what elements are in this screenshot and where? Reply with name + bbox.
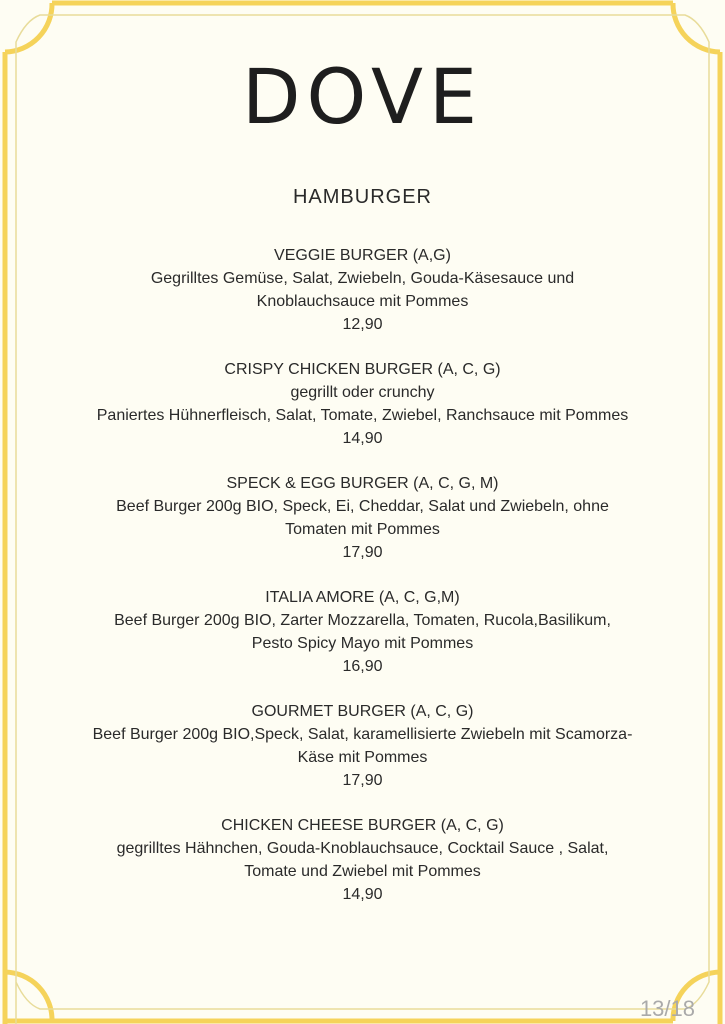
menu-item	[0, 472, 725, 564]
item-description: Tomate und Zwiebel mit Pommes	[244, 863, 481, 880]
item-name: CHICKEN CHEESE BURGER (A, C, G)	[221, 817, 504, 834]
item-description: Gegrilltes Gemüse, Salat, Zwiebeln, Gouda-Käsesauce und	[150, 270, 575, 287]
restaurant-logo: DOVE	[241, 52, 483, 141]
item-description: Knoblauchsauce mit Pommes	[256, 293, 469, 310]
item-description: Pesto Spicy Mayo mit Pommes	[251, 635, 474, 652]
item-price: 14,90	[342, 430, 383, 447]
page-number: 13/18	[639, 996, 695, 1021]
item-name: CRISPY CHICKEN BURGER (A, C, G)	[224, 361, 501, 378]
item-description: gegrillt oder crunchy	[290, 384, 435, 401]
item-description: Käse mit Pommes	[297, 749, 428, 766]
item-name: GOURMET BURGER (A, C, G)	[251, 703, 474, 720]
item-description: Tomaten mit Pommes	[285, 521, 440, 538]
item-name: VEGGIE BURGER (A,G)	[274, 247, 451, 264]
menu-item	[0, 814, 725, 906]
menu-item	[0, 358, 725, 450]
item-price: 16,90	[342, 658, 383, 675]
item-price: 17,90	[342, 544, 383, 561]
item-description: Paniertes Hühnerfleisch, Salat, Tomate, Zwiebel, Ranchsauce mit Pommes	[96, 407, 629, 424]
item-description: gegrilltes Hähnchen, Gouda-Knoblauchsauce, Cocktail Sauce , Salat,	[116, 840, 609, 857]
item-name: SPECK & EGG BURGER (A, C, G, M)	[226, 475, 499, 492]
item-price: 17,90	[342, 772, 383, 789]
item-description: Beef Burger 200g BIO,Speck, Salat, karamellisierte Zwiebeln mit Scamorza-	[92, 726, 633, 743]
menu-item	[0, 700, 725, 792]
menu-items	[0, 244, 725, 928]
item-description: Beef Burger 200g BIO, Speck, Ei, Cheddar, Salat und Zwiebeln, ohne	[116, 498, 609, 515]
menu-item	[0, 244, 725, 336]
item-name: ITALIA AMORE (A, C, G,M)	[265, 589, 460, 606]
section-title: HAMBURGER	[292, 186, 432, 208]
item-price: 14,90	[342, 886, 383, 903]
menu-item	[0, 586, 725, 678]
item-price: 12,90	[342, 316, 383, 333]
item-description: Beef Burger 200g BIO, Zarter Mozzarella, Tomaten, Rucola,Basilikum,	[114, 612, 611, 629]
